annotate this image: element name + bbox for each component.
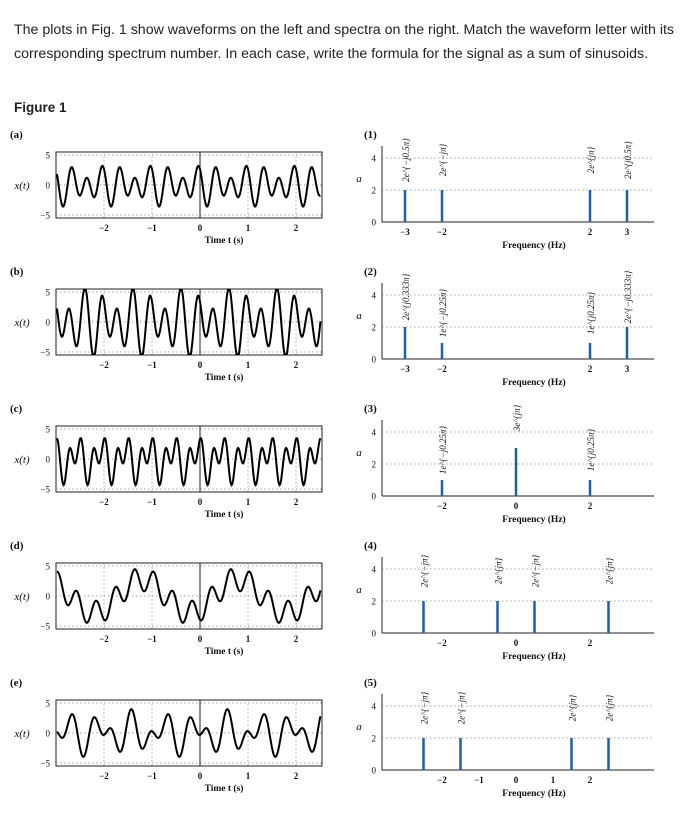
spectrum-panel-3 — [356, 403, 654, 525]
y-tick-label: −5 — [40, 210, 50, 221]
y-axis-label: x(t) — [14, 591, 30, 603]
x-axis-label: Frequency (Hz) — [502, 652, 566, 662]
waveform-panel-a — [10, 129, 322, 246]
y-tick-label: 0 — [371, 217, 376, 228]
y-axis-label: x(t) — [14, 454, 30, 466]
x-tick-label: 0 — [197, 223, 203, 233]
y-tick-label: 0 — [45, 454, 50, 465]
x-tick-label: 1 — [245, 360, 251, 370]
y-tick-label: −5 — [40, 621, 50, 632]
x-axis-label: Frequency (Hz) — [502, 789, 566, 799]
x-tick-label: 1 — [245, 771, 251, 781]
waveform-panel-d — [10, 540, 322, 657]
y-tick-label: 2 — [371, 459, 376, 470]
spectral-line-label: 3e^{jπ} — [512, 404, 522, 432]
y-tick-label: 5 — [45, 424, 50, 435]
spectrum-number: (1) — [364, 129, 377, 141]
x-tick-label: 0 — [513, 501, 519, 511]
x-tick-label: 2 — [293, 771, 299, 781]
spectrum-panel-1 — [356, 129, 654, 251]
waveform-panel-c — [10, 403, 322, 520]
y-tick-label: −5 — [40, 347, 50, 358]
spectral-line-label: 2e^{jπ} — [604, 694, 615, 722]
y-tick-label: 5 — [45, 561, 50, 572]
figure-title: Figure 1 — [14, 100, 67, 115]
y-axis-label: x(t) — [14, 728, 30, 740]
x-tick-label: 0 — [197, 360, 203, 370]
x-tick-label: 1 — [245, 497, 251, 507]
spectrum-number: (4) — [364, 540, 377, 552]
spectral-line-label: 2e^{−j0.333π} — [623, 270, 633, 324]
x-tick-label: 2 — [587, 775, 593, 785]
spectrum-panel-2 — [356, 266, 654, 388]
spectral-line-label: 2e^{−jπ} — [419, 691, 430, 725]
waveform-curve — [57, 438, 320, 485]
y-tick-label: 2 — [371, 322, 376, 333]
x-axis-label: Frequency (Hz) — [502, 378, 566, 388]
spectral-line-label: 2e^{−jπ} — [419, 554, 430, 588]
y-tick-label: 4 — [371, 153, 376, 164]
x-tick-label: 2 — [587, 638, 593, 648]
x-tick-label: −2 — [99, 223, 109, 233]
y-tick-label: 5 — [45, 287, 50, 298]
y-axis-label: x(t) — [14, 180, 30, 192]
x-tick-label: −2 — [437, 227, 447, 237]
x-axis-label: Time t (s) — [204, 373, 244, 383]
x-tick-label: −1 — [474, 775, 484, 785]
x-tick-label: 0 — [197, 497, 203, 507]
x-tick-label: 2 — [293, 223, 299, 233]
y-tick-label: 4 — [371, 427, 376, 438]
y-tick-label: 0 — [45, 728, 50, 739]
x-tick-label: 2 — [293, 497, 299, 507]
spectral-line-label: 2e^{jπ} — [586, 146, 596, 174]
x-tick-label: 0 — [197, 771, 203, 781]
x-tick-label: −2 — [437, 501, 447, 511]
spectral-line-label: 2e^{−jπ} — [530, 554, 541, 588]
panel-letter: (d) — [10, 540, 24, 552]
x-tick-label: −2 — [99, 634, 109, 644]
waveform-panel-e — [10, 677, 322, 794]
spectral-line-label: 2e^{−j0.5π} — [401, 138, 411, 182]
spectral-line-label: 2e^{−jπ} — [456, 691, 467, 725]
x-tick-label: −2 — [99, 360, 109, 370]
figure-1 — [6, 126, 686, 831]
spectral-line-label: 1e^{−j0.25π} — [438, 425, 448, 475]
x-tick-label: −2 — [437, 364, 447, 374]
y-tick-label: 5 — [45, 698, 50, 709]
y-tick-label: 0 — [45, 180, 50, 191]
y-tick-label: 4 — [371, 290, 376, 301]
panel-letter: (b) — [10, 266, 24, 278]
spectral-line-label: 2e^{j0.333π} — [401, 273, 411, 321]
spectrum-panel-4 — [356, 540, 654, 662]
y-tick-label: −5 — [40, 758, 50, 769]
x-tick-label: −1 — [147, 771, 157, 781]
x-axis-label: Frequency (Hz) — [502, 241, 566, 251]
y-axis-label: a — [356, 310, 362, 322]
y-axis-label: x(t) — [14, 317, 30, 329]
x-tick-label: 3 — [624, 227, 630, 237]
x-tick-label: −1 — [147, 223, 157, 233]
spectral-line-label: 2e^{jπ} — [567, 694, 578, 722]
spectrum-number: (3) — [364, 403, 377, 415]
x-tick-label: 1 — [550, 775, 556, 785]
x-tick-label: 0 — [197, 634, 203, 644]
spectral-line-label: 2e^{j0.5π} — [623, 141, 633, 179]
y-tick-label: 2 — [371, 596, 376, 607]
x-axis-label: Time t (s) — [204, 647, 244, 657]
spectral-line-label: 2e^{jπ} — [493, 557, 504, 585]
x-tick-label: −1 — [147, 360, 157, 370]
x-tick-label: 2 — [293, 360, 299, 370]
x-tick-label: 0 — [513, 638, 519, 648]
panel-letter: (a) — [10, 129, 23, 141]
x-axis-label: Time t (s) — [204, 784, 244, 794]
spectral-line-label: 1e^{−j0.25π} — [438, 288, 448, 338]
spectral-line-label: 1e^{j0.25π} — [586, 428, 596, 472]
y-tick-label: 2 — [371, 733, 376, 744]
spectral-line-label: 1e^{j0.25π} — [586, 291, 596, 335]
y-tick-label: 0 — [45, 591, 50, 602]
x-tick-label: −1 — [147, 497, 157, 507]
x-tick-label: 2 — [587, 227, 593, 237]
x-tick-label: −3 — [400, 227, 410, 237]
spectrum-number: (5) — [364, 677, 377, 689]
x-tick-label: −3 — [400, 364, 410, 374]
x-axis-label: Time t (s) — [204, 510, 244, 520]
x-tick-label: 2 — [293, 634, 299, 644]
x-tick-label: −1 — [147, 634, 157, 644]
problem-statement: The plots in Fig. 1 show waveforms on the left and spectra on the right. Match the waveform letter with its corresponding spectrum number. In each case, write the formula for the signal as a sum of sinusoids. — [14, 22, 675, 62]
y-tick-label: −5 — [40, 484, 50, 495]
spectral-line-label: 2e^{−jπ} — [438, 143, 448, 177]
waveform-curve — [57, 166, 320, 207]
y-axis-label: a — [356, 721, 362, 733]
x-tick-label: 1 — [245, 634, 251, 644]
panel-letter: (e) — [10, 677, 23, 689]
spectrum-number: (2) — [364, 266, 377, 278]
y-tick-label: 4 — [371, 564, 376, 575]
y-tick-label: 0 — [45, 317, 50, 328]
x-tick-label: −2 — [437, 638, 447, 648]
x-tick-label: 0 — [513, 775, 519, 785]
spectrum-panel-5 — [356, 677, 654, 799]
x-axis-label: Time t (s) — [204, 236, 244, 246]
panel-letter: (c) — [10, 403, 23, 415]
y-axis-label: a — [356, 447, 362, 459]
x-tick-label: 2 — [587, 501, 593, 511]
y-axis-label: a — [356, 173, 362, 185]
spectral-line-label: 2e^{jπ} — [604, 557, 615, 585]
y-tick-label: 4 — [371, 701, 376, 712]
x-tick-label: 2 — [587, 364, 593, 374]
x-tick-label: 1 — [245, 223, 251, 233]
y-tick-label: 5 — [45, 150, 50, 161]
x-tick-label: −2 — [437, 775, 447, 785]
x-tick-label: 3 — [624, 364, 630, 374]
x-tick-label: −2 — [99, 497, 109, 507]
y-tick-label: 0 — [371, 354, 376, 365]
y-tick-label: 0 — [371, 765, 376, 776]
y-tick-label: 0 — [371, 491, 376, 502]
y-tick-label: 0 — [371, 628, 376, 639]
y-tick-label: 2 — [371, 185, 376, 196]
y-axis-label: a — [356, 584, 362, 596]
x-tick-label: −2 — [99, 771, 109, 781]
x-axis-label: Frequency (Hz) — [502, 515, 566, 525]
waveform-panel-b — [10, 266, 322, 383]
